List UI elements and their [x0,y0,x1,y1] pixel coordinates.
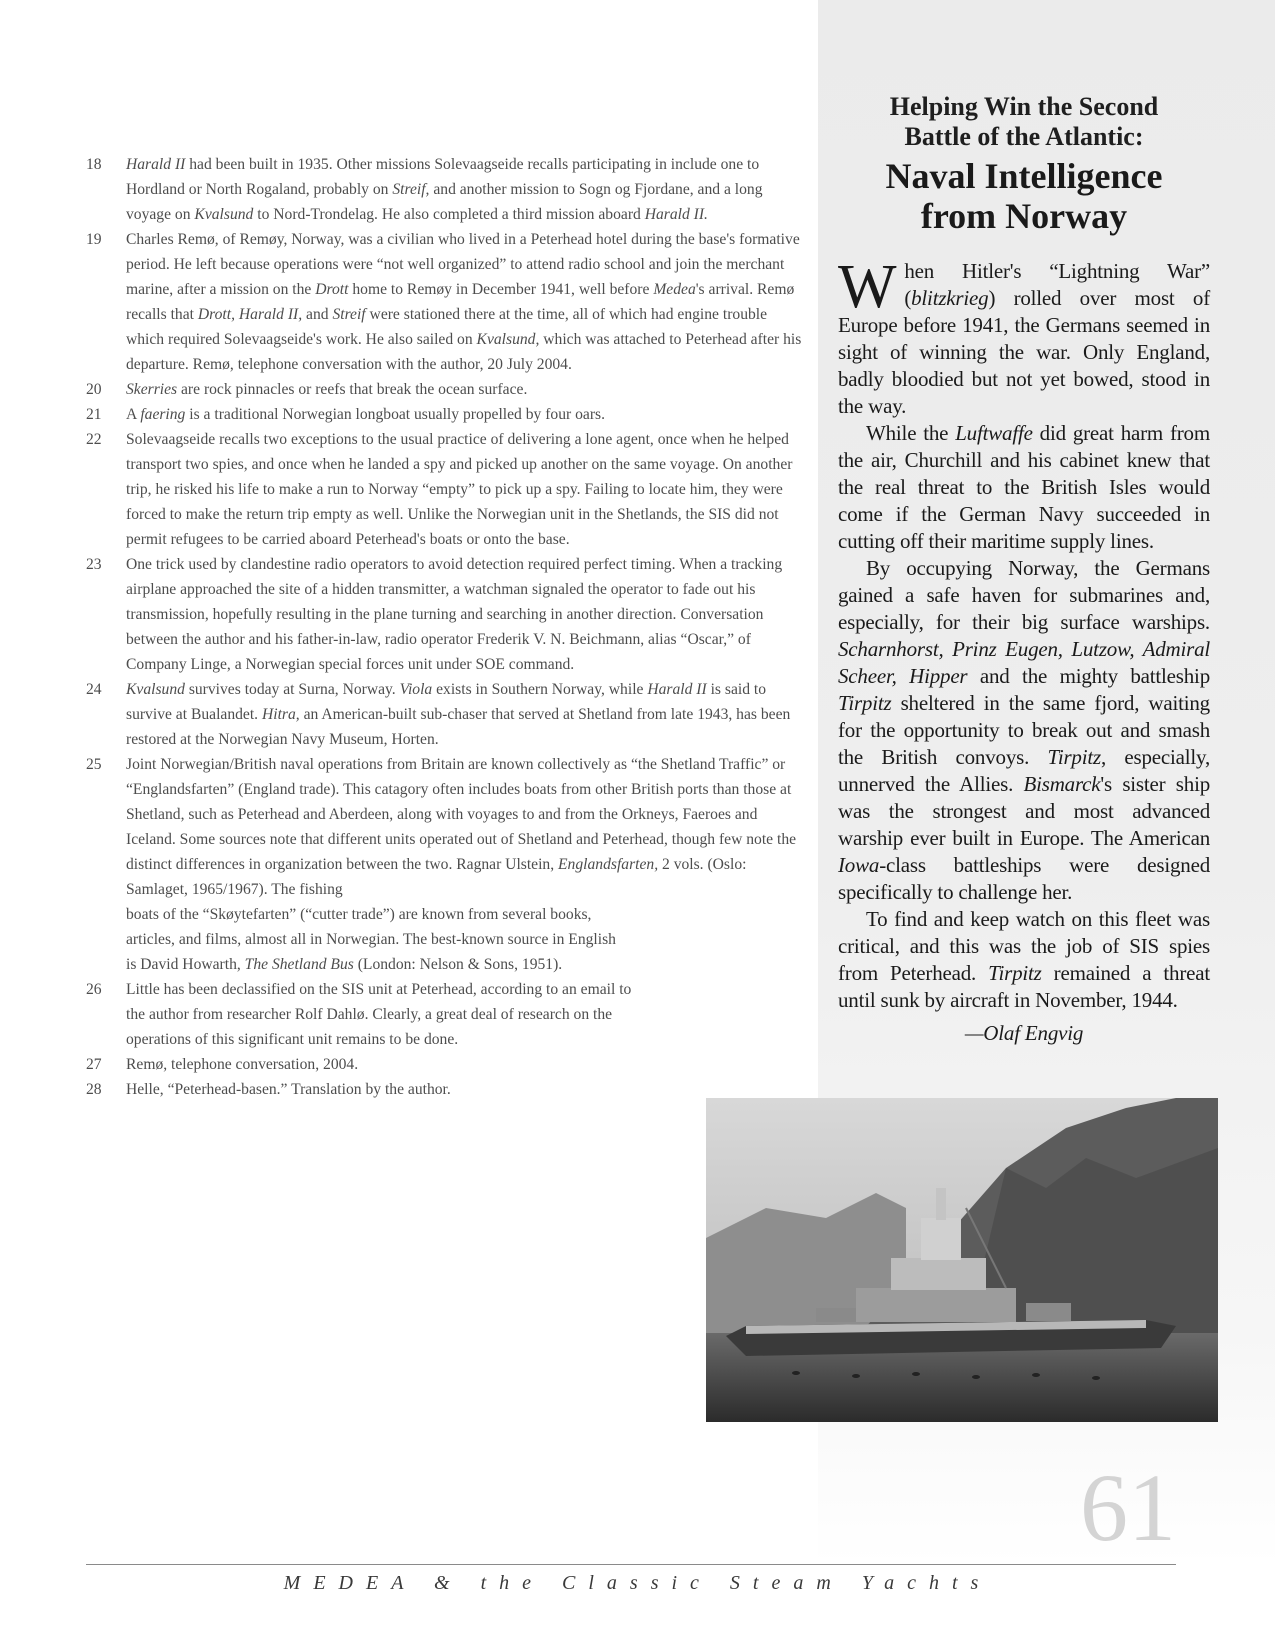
battleship-photo [706,1098,1218,1422]
endnote-text: Little has been declassified on the SIS unit at Peterhead, according to an email to the author from researcher Rolf Dahlø. Clearly, a great deal of research on the operations of this significant unit remains to be done. [126,981,632,1048]
battleship-illustration [706,1098,1218,1422]
endnote-25 [86,752,806,977]
paragraph: While the Luftwaffe did great harm from the air, Churchill and his cabinet knew that the real threat to the British Isles would come if the German Navy succeeded in cutting off their maritime supply lines. [838,421,1210,553]
endnote-number: 22 [86,431,102,448]
paragraph: When Hitler's “Lightning War” (blitzkrieg) rolled over most of Europe before 1941, the Germans seemed in sight of winning the war. Only England, badly bloodied but not yet bowed, stood in the way. [838,253,1210,418]
endnote-text: Skerries are rock pinnacles or reefs that break the ocean surface. [126,381,528,398]
drop-cap: W [838,253,897,321]
byline: —Olaf Engvig [964,1021,1084,1045]
endnote-number: 19 [86,231,102,248]
endnote-22 [86,427,806,552]
endnote-number: 26 [86,981,102,998]
endnote-19 [86,227,806,377]
endnote-text: Charles Remø, of Remøy, Norway, was a civilian who lived in a Peterhead hotel during the base's formative period. He left because operations were “not well organized” to attend radio school and join the merchant marine, after a mission on the Drott home to Remøy in December 1941, well before Medea's arrival. Remø recalls that Drott, Harald II, and Streif were stationed there at the time, all of which had engine trouble which required Solevaagseide's work. He also sailed on Kvalsund, which was attached to Peterhead after his departure. Remø, telephone conversation with the author, 20 July 2004. [126,231,802,373]
endnote-number: 27 [86,1056,102,1073]
paragraph: To find and keep watch on this fleet was critical, and this was the job of SIS spies from Peterhead. Tirpitz remained a threat until sunk by aircraft in November, 1944. [838,907,1210,1012]
endnote-20 [86,377,806,402]
page-number: 61 [1080,1454,1176,1561]
endnote-number: 18 [86,156,102,173]
footer-divider [86,1564,1176,1565]
endnote-text: Kvalsund survives today at Surna, Norway. Viola exists in Southern Norway, while Harald II is said to survive at Bualandet. Hitra, an American-built sub-chaser that served at Shetland from late 1943, has been restored at the Norwegian Navy Museum, Horten. [126,681,791,748]
endnote-28 [86,1077,806,1102]
endnote-number: 25 [86,756,102,773]
endnote-number: 20 [86,381,102,398]
endnote-number: 24 [86,681,102,698]
running-footer: MEDEA & the Classic Steam Yachts [283,1572,992,1594]
endnote-number: 28 [86,1081,102,1098]
endnote-24 [86,677,806,752]
endnote-23 [86,552,806,677]
endnote-27 [86,1052,806,1077]
paragraph: By occupying Norway, the Germans gained a safe haven for submarines and, especially, for their big surface warships. Scharnhorst, Prinz Eugen, Lutzow, Admiral Scheer, Hipper and the mighty battleship Tirpitz sheltered in the same fjord, waiting for the opportunity to break out and smash the British convoys. Tirpitz, especially, unnerved the Allies. Bismarck's sister ship was the strongest and most advanced warship ever built in Europe. The American Iowa-class battleships were designed specifically to challenge her. [838,556,1211,904]
sidebar-headline: Naval Intelligence from Norway [885,156,1163,236]
endnote-text: One trick used by clandestine radio operators to avoid detection required perfect timing. When a tracking airplane approached the site of a hidden transmitter, a watchman signaled the operator to fade out his transmission, hopefully resulting in the plane turning and searching in another direction. Conversation between the author and his father-in-law, radio operator Frederik V. N. Beichmann, alias “Oscar,” of Company Linge, a Norwegian special forces unit under SOE command. [126,556,783,673]
endnote-text: Joint Norwegian/British naval operations from Britain are known collectively as “the Shetland Traffic” or “Englandsfarten” (England trade). This catagory often includes boats from other British ports than those at Shetland, such as Peterhead and Aberdeen, along with voyages to and from the Orkneys, Faeroes and Iceland. Some sources note that different units operated out of Shetland and Peterhead, though few note the distinct differences in organization between the two. Ragnar Ulstein, Englandsfarten, 2 vols. (Oslo: Samlaget, 1965/1967). The fishing boats of the “Skøytefarten” (“cutter trade”) are known from several books, articles, and films, almost all in Norwegian. The best-known source in English is David Howarth, The Shetland Bus (London: Nelson & Sons, 1951). [126,756,797,973]
endnote-18 [86,152,806,227]
sidebar-body [838,253,1211,1047]
endnote-text: Harald II had been built in 1935. Other missions Solevaagseide recalls participating in include one to Hordland or North Rogaland, probably on Streif, and another mission to Sogn og Fjordane, and a long voyage on Kvalsund to Nord-Trondelag. He also completed a third mission aboard Harald II. [126,156,763,223]
endnote-text: Helle, “Peterhead-basen.” Translation by the author. [126,1081,451,1098]
endnote-text: A faering is a traditional Norwegian longboat usually propelled by four oars. [126,406,605,423]
sidebar-article [838,92,1210,1047]
endnote-number: 23 [86,556,102,573]
endnote-number: 21 [86,406,102,423]
endnote-26 [86,977,806,1052]
endnote-21 [86,402,806,427]
sidebar-kicker: Helping Win the Second Battle of the Atlantic: [889,92,1159,151]
endnotes [86,152,806,1102]
endnote-text: Remø, telephone conversation, 2004. [126,1056,359,1073]
endnote-text: Solevaagseide recalls two exceptions to the usual practice of delivering a lone agent, once when he helped transport two spies, and once when he landed a spy and picked up another on the same voyage. On another trip, he risked his life to make a run to Norway “empty” to pick up a spy. Failing to locate him, they were forced to make the return trip empty as well. Unlike the Norwegian unit in the Shetlands, the SIS did not permit refugees to be carried aboard Peterhead's boats or onto the base. [126,431,793,548]
